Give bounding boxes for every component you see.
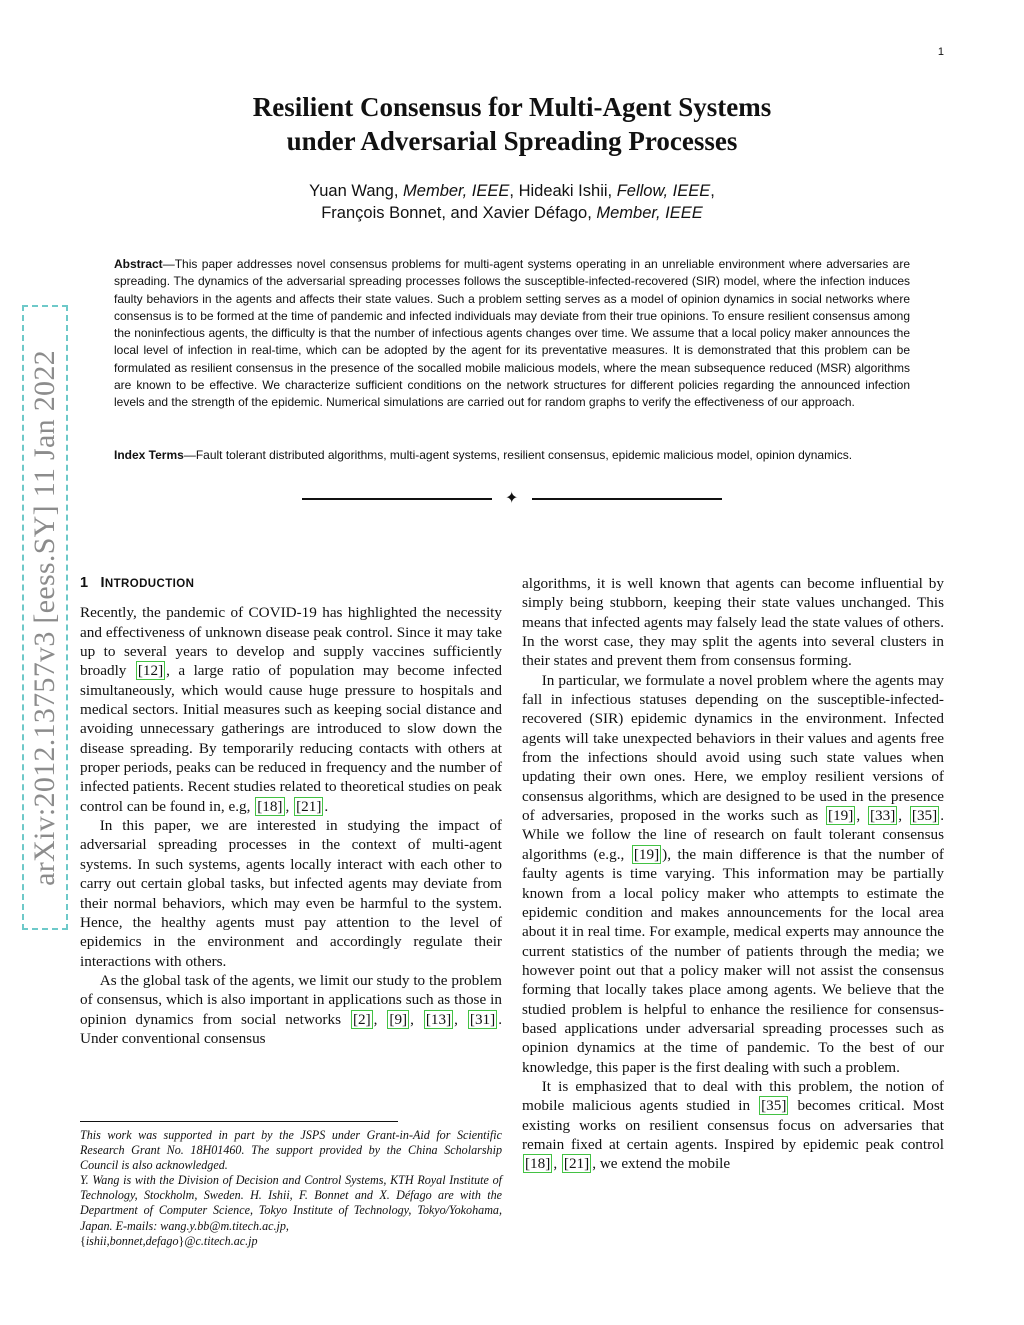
paragraph-text: becomes critical. Most existing works on resilient consensus focus on adversaries that remain fixed at certain agents. Inspired by epidemic peak control <box>522 1097 944 1153</box>
index-terms-text: —Fault tolerant distributed algorithms, multi-agent systems, resilient consensus, epidemic malicious model, opinion dynamics. <box>183 448 853 462</box>
abstract-label: Abstract <box>114 257 163 271</box>
paragraph-text: . While we follow the line of research on fault tolerant consensus algorithms (e.g., <box>522 807 944 863</box>
author-2-role: Fellow, IEEE <box>616 182 711 200</box>
footnote-rule <box>80 1121 398 1122</box>
abstract-text: —This paper addresses novel consensus problems for multi-agent systems operating in an unreliable environment where adversaries are spreading. The dynamics of the adversarial spreading processes follows the susceptible-infected-recovered (SIR) model, where the infection induces faulty behaviors in the agents and affects their state values. Such a problem setting serves as a model of opinion dynamics in social networks where consensus is to be formed at the time of pandemic and infected individuals may deviate from their true opinions. To ensure resilient consensus among the noninfectious agents, the difficulty is that the number of infectious agents changes over time. We assume that a local policy maker announces the local level of infection in real-time, which can be adopted by the agent for its preventative measures. It is demonstrated that this problem can be formulated as resilient consensus in the presence of the socalled mobile malicious models, where the mean subsequence reduced (MSR) algorithms are known to be effective. We characterize sufficient conditions on the network structures for different policies regarding the announced infection levels and the strength of the epidemic. Numerical simulations are carried out for random graphs to verify the effectiveness of our approach. <box>114 257 910 410</box>
index-terms <box>114 447 910 464</box>
paragraph-text: , we extend the mobile <box>592 1155 731 1173</box>
author-1-role: Member, IEEE <box>403 182 510 200</box>
paragraph-text: Recently, the pandemic of COVID-19 has highlighted the necessity and effectiveness of unknown disease peak control. Since it may take up to several years to develop and supply vaccines sufficiently broadly <box>80 604 502 680</box>
footnote-funding: This work was supported in part by the JSPS under Grant-in-Aid for Scientific Research Grant No. 18H01460. The support provided by the China Scholarship Council is also acknowledged. <box>80 1128 502 1173</box>
paragraph: algorithms, it is well known that agents can become influential by simply being stubborn, keeping their state values unchanged. This means that infected agents may falsely lead the state values of others. In the worst case, they may split the agents into several clusters in their states and prevent them from consensus forming. <box>522 575 944 670</box>
citation-link[interactable]: [35] <box>911 807 938 825</box>
paper-title <box>110 90 914 158</box>
citation-link[interactable]: [31] <box>469 1010 496 1028</box>
index-terms-label: Index Terms <box>114 448 184 462</box>
paragraph-text: , a large ratio of population may become infected simultaneously, which would cause huge pressure to hospitals and medical sectors. Initial measures such as keeping social distance and avoiding unnecessary gatherings are introduced to slow down the disease spreading. By temporarily reducing contacts with others at proper periods, peaks can be reduced in frequency and the number of infected patients. Recent studies related to theoretical studies on peak control can be found in, e.g, <box>80 662 502 815</box>
citation-link[interactable]: [19] <box>828 807 854 825</box>
paragraph <box>80 603 502 816</box>
paragraph: In this paper, we are interested in studying the impact of adversarial spreading processes in the context of multi-agent systems. In such systems, agents locally interact with each other to carry out certain global tasks, but infected agents may deviate from their normal behaviors, which may even be harmful to the system. Hence, the healthy agents must pay attention to the level of epidemics in the environment and accordingly regulate their interactions with others. <box>80 817 502 970</box>
separator: , <box>454 1010 467 1028</box>
citation-link[interactable]: [18] <box>525 1155 551 1173</box>
citation-link[interactable]: [2] <box>352 1010 371 1028</box>
diamond-icon: ✦ <box>505 488 519 507</box>
arxiv-stamp-text: arXiv:2012.13757v3 [eess.SY] 11 Jan 2022 <box>28 349 62 886</box>
abstract <box>114 256 910 412</box>
section-title-initial: I <box>100 575 105 591</box>
separator: , <box>410 1010 423 1028</box>
separator: , <box>553 1155 561 1173</box>
email-names: ishii,bonnet,defago <box>85 1233 179 1248</box>
section-heading <box>80 574 502 594</box>
divider-line-right <box>532 498 722 500</box>
title-line-2: under Adversarial Spreading Processes <box>286 126 738 156</box>
paragraph-text: . Under conventional consensus <box>80 1010 502 1047</box>
email-domain: @c.titech.ac.jp <box>184 1233 258 1248</box>
section-number: 1 <box>80 575 89 591</box>
citation-link[interactable]: [18] <box>257 797 283 815</box>
footnote-emails <box>80 1234 502 1249</box>
divider-line-left <box>302 498 492 500</box>
brace-open: { <box>80 1233 86 1248</box>
section-title-rest: NTRODUCTION <box>104 578 195 590</box>
paragraph <box>522 1077 944 1174</box>
paragraph <box>80 971 502 1048</box>
paragraph-text: As the global task of the agents, we limit our study to the problem of consensus, which is also important in applications such as those in opinion dynamics from social networks <box>80 971 502 1028</box>
page-number: 1 <box>937 46 944 58</box>
separator: , <box>856 807 867 825</box>
paragraph <box>522 671 944 1077</box>
section-divider <box>302 490 722 510</box>
author-2: , Hideaki Ishii, <box>509 182 617 200</box>
author-3-role: Member, IEEE <box>596 204 703 222</box>
citation-link[interactable]: [19] <box>633 845 660 863</box>
citation-link[interactable]: [21] <box>296 797 322 815</box>
paragraph-text: It is emphasized that to deal with this problem, the notion of mobile malicious agents studied in <box>522 1077 944 1115</box>
citation-link[interactable]: [12] <box>137 662 164 680</box>
author-list <box>110 180 914 224</box>
author-line-1 <box>110 180 914 202</box>
paragraph-text: . <box>324 797 329 815</box>
footnotes <box>80 1128 502 1249</box>
citation-link[interactable]: [21] <box>563 1155 590 1173</box>
arxiv-stamp[interactable] <box>22 305 68 930</box>
author-3: François Bonnet, and Xavier Défago, <box>321 204 597 222</box>
brace-close: } <box>178 1233 185 1248</box>
paragraph-text: In particular, we formulate a novel problem where the agents may fall in infectious statuses depending on the susceptible-infected-recovered (SIR) epidemic dynamics in the environment. Infected agents will take unexpected behaviors in their values and agents free from the infections should avoid using such state values when updating their own ones. Here, we employ resilient versions of consensus algorithms, which are designed to be used in the presence of adversaries, proposed in the works such as <box>522 671 944 825</box>
right-column <box>522 574 944 1174</box>
paragraph-text: ), the main difference is that the number of faulty agents is time varying. This information may be partially known from a local policy maker who attempts to estimate the epidemic condition and makes announcements for the local area about it in real time. For example, medical experts may announce the current statistics of the number of patients through the media; we however point out that a policy maker will not assist the consensus forming that locally takes place among agents. We believe that the studied problem is helpful to enhance the resilience for consensus-based applications under adversarial spreading processes such as opinion dynamics at the time of pandemic. To the best of our knowledge, this paper is the first dealing with such a problem. <box>522 845 944 1076</box>
citation-link[interactable]: [33] <box>869 807 896 825</box>
author-1: Yuan Wang, <box>309 182 404 200</box>
separator: , <box>373 1010 387 1028</box>
separator: , <box>285 797 294 815</box>
left-column <box>80 574 502 1048</box>
author-line-2 <box>110 202 914 224</box>
title-line-1: Resilient Consensus for Multi-Agent Systems <box>252 92 772 122</box>
author-2-end: , <box>710 182 715 200</box>
footnote-affiliation: Y. Wang is with the Division of Decision and Control Systems, KTH Royal Institute of Technology, Stockholm, Sweden. H. Ishii, F. Bonnet and X. Défago are with the Department of Computer Science, Tokyo Institute of Technology, Tokyo/Yokohama, Japan. E-mails: wang.y.bb@m.titech.ac.jp, <box>80 1173 502 1233</box>
citation-link[interactable]: [35] <box>761 1097 787 1115</box>
separator: , <box>898 807 909 825</box>
citation-link[interactable]: [13] <box>425 1010 452 1028</box>
citation-link[interactable]: [9] <box>389 1010 408 1028</box>
